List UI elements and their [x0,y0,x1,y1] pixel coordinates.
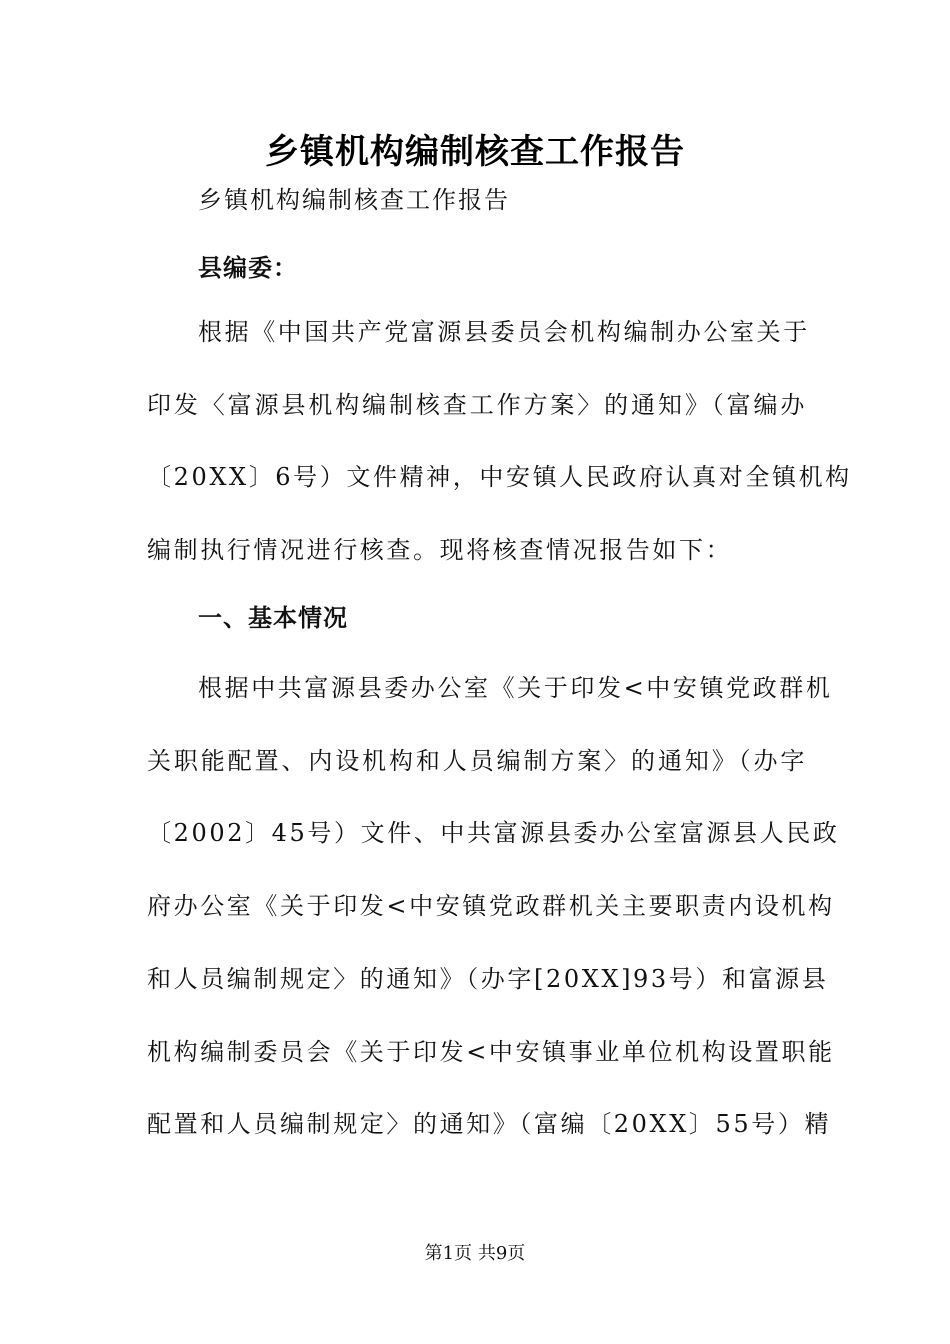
paragraph-line: 印发〈富源县机构编制核查工作方案〉的通知》（富编办 [147,390,807,419]
paragraph-line: 根据中共富源县委办公室《关于印发<中安镇党政群机 [198,674,833,702]
paragraph-line: 关职能配置、内设机构和人员编制方案〉的通知》（办字 [147,746,807,775]
document-title: 乡镇机构编制核查工作报告 [265,132,685,172]
document-subtitle: 乡镇机构编制核查工作报告 [198,186,510,214]
salutation: 县编委： [198,254,298,282]
paragraph-line: 和人员编制规定〉的通知》（办字[20XX]93号）和富源县 [147,964,829,993]
paragraph-line: 府办公室《关于印发<中安镇党政群机关主要职责内设机构 [147,892,835,921]
page-footer: 第1页 共9页 [424,1243,526,1264]
paragraph-line: 〔2002〕45号）文件、中共富源县委办公室富源县人民政 [147,819,840,848]
paragraph-line: 配置和人员编制规定〉的通知》（富编〔20XX〕55号）精 [147,1110,832,1139]
paragraph-line: 根据《中国共产党富源县委员会机构编制办公室关于 [198,318,810,346]
paragraph-intro [147,296,852,587]
paragraph-line: 编制执行情况进行核查。现将核查情况报告如下： [147,536,733,565]
paragraph-line: 〔20XX〕6号）文件精神，中安镇人民政府认真对全镇机构 [147,463,852,492]
paragraph-basic-info [147,652,840,1161]
paragraph-line: 机构编制委员会《关于印发<中安镇事业单位机构设置职能 [147,1037,835,1066]
section-heading: 一、基本情况 [198,604,348,632]
